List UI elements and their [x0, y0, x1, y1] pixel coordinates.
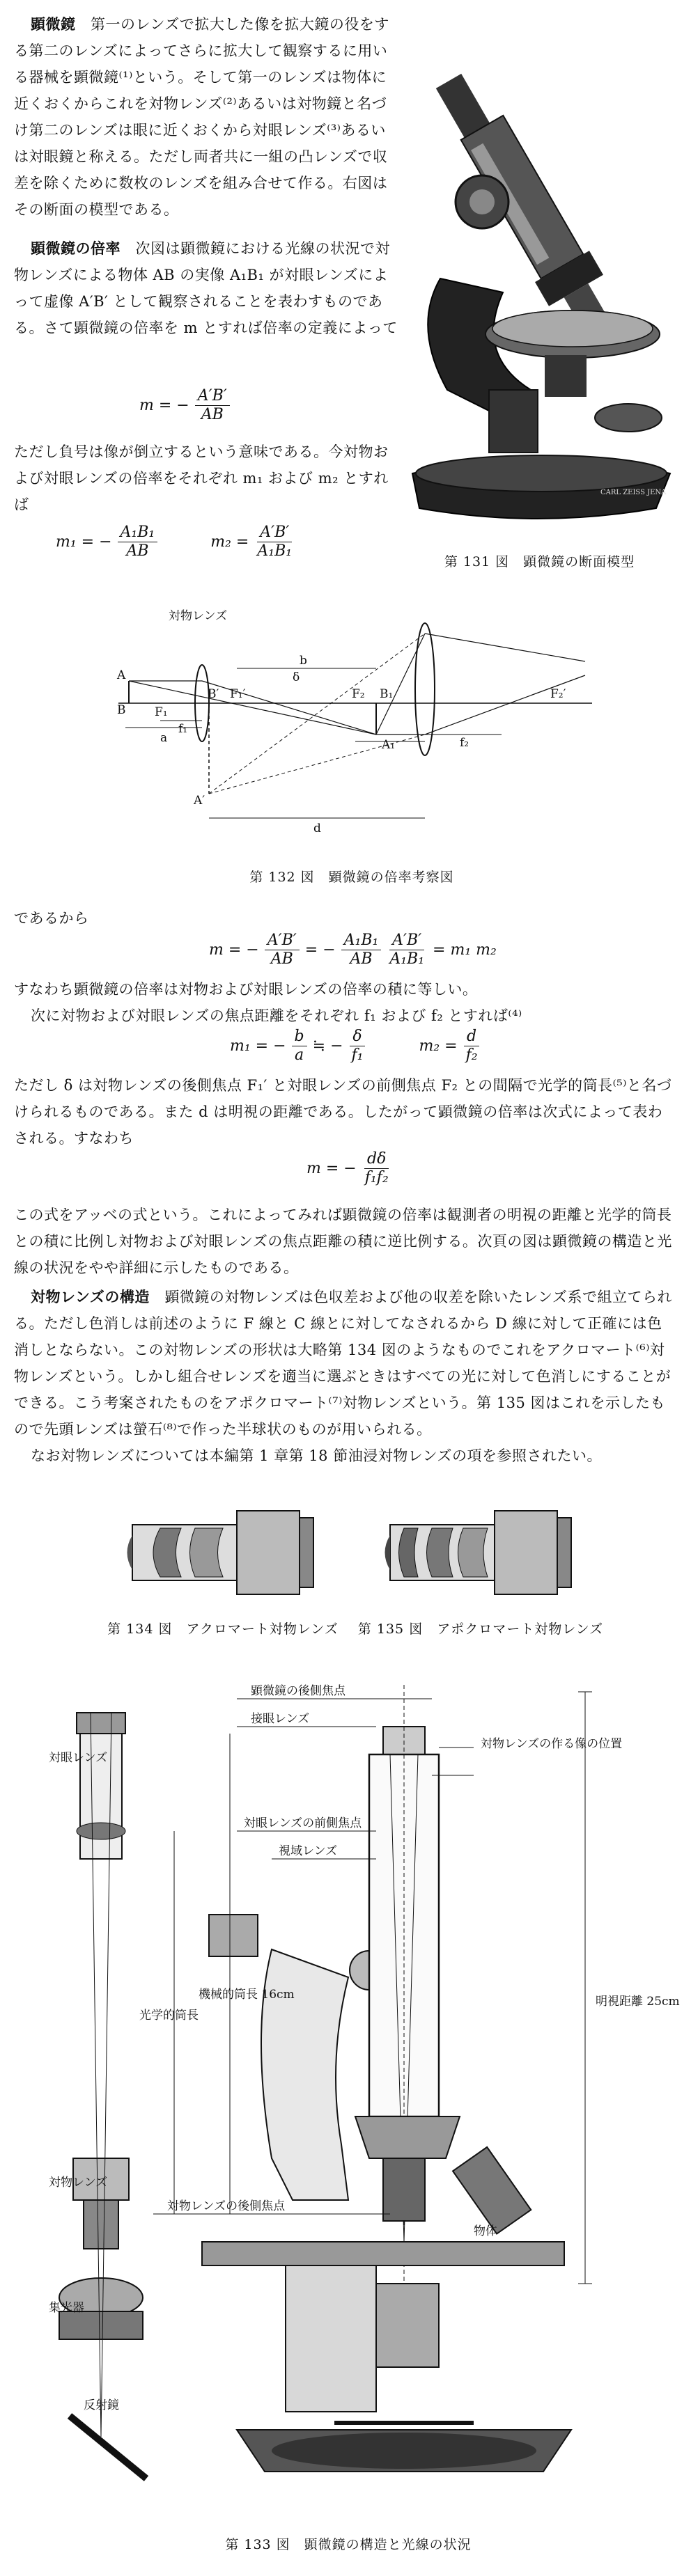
text-product: [14, 976, 677, 1029]
label-rear-focus: 顕微鏡の後側焦点: [251, 1684, 346, 1698]
figure-135-apochromat: [376, 1497, 585, 1601]
label-field-lens: 視域レンズ: [279, 1844, 338, 1858]
heading-magnification: 顕微鏡の倍率: [31, 239, 121, 257]
label-A-prime: A′: [194, 794, 205, 808]
caption-figure-135: 第 135 図 アポクロマート対物レンズ: [357, 1621, 604, 1637]
caption-figure-132: 第 132 図 顕微鏡の倍率考察図: [249, 870, 454, 885]
equation-3: m = − $\frac{A'B'}{AB}$ = − $\frac{\text{A₁B₁}}{AB}$ $\frac{A'B'}{\text{A₁B₁}}$ = m₁ m₂: [209, 932, 497, 968]
figure-131-microscope: [398, 28, 681, 529]
label-f2: f₂: [460, 736, 469, 750]
paragraph-focal: 次に対物および対眼レンズの焦点距離をそれぞれ f₁ および f₂ とすれば⁽⁴⁾: [31, 1007, 522, 1024]
equation-4: m₁ = − $\frac{b}{a}$ ≒ − $\frac{\delta}{\text{f₁}}$ m₂ = $\frac{d}{\text{f₂}}$: [230, 1028, 481, 1065]
label-A1: A₁: [382, 738, 396, 752]
heading-objective: 対物レンズの構造: [31, 1288, 150, 1305]
label-F2: F₂: [352, 687, 365, 701]
section-microscope: [14, 11, 398, 223]
label-eyepiece-lens: 対眼レンズ: [49, 1751, 108, 1765]
figure-132-ray-diagram: [111, 592, 592, 856]
paragraph-microscope: [14, 11, 398, 223]
paragraph-oil-ref: なお対物レンズについては本編第 1 章第 18 節油浸対物レンズの項を参照されたい。: [31, 1447, 603, 1464]
label-B1: B₁: [380, 687, 394, 701]
label-B-prime: B′: [208, 687, 219, 701]
label-A: A: [117, 668, 126, 682]
label-mech-tube: 機械的筒長 16cm: [199, 1988, 295, 2002]
label-F1-prime: F₁′: [230, 687, 246, 701]
label-optical-tube: 光学的筒長: [139, 2009, 199, 2023]
label-b: b: [300, 654, 307, 668]
section-derivation: [14, 905, 677, 932]
text-optical-tube: [14, 1072, 677, 1152]
label-mirror: 反射鏡: [84, 2398, 119, 2412]
heading-microscope: 顕微鏡: [31, 15, 76, 33]
text-therefore: であるから: [14, 910, 89, 927]
label-f1: f₁: [178, 722, 188, 736]
label-objective-lens: 対物レンズ: [169, 609, 228, 623]
label-image-position: 対物レンズの作る像の位置: [481, 1737, 623, 1751]
label-d: d: [313, 822, 321, 835]
equation-1: m = − $\frac{A'B'}{AB}$: [139, 387, 230, 424]
text-microscope: 第一のレンズで拡大した像を拡大鏡の役をする第二のレンズによってさらに拡大して観察するに用いる器械を顕微鏡⁽¹⁾という。そして第一のレンズは物体に近くおくからこれを対物レンズ⁽²⁾あるいは対物鏡と名づけ第二のレンズは眼に近くおくから対眼レンズ⁽³⁾あるいは対眼鏡と称える。ただし両者共に一組の凸レンズで収差を除くために数枚のレンズを組み合せて作る。右図はその断面の模型である。: [14, 16, 389, 218]
figure-134-achromat: [118, 1497, 327, 1601]
label-condenser: 集光器: [49, 2301, 84, 2315]
text-sign-note: [14, 439, 398, 518]
figure-133-structure: [42, 1671, 680, 2527]
paragraph-sign-note: ただし負号は像が倒立するという意味である。今対物および対眼レンズの倍率をそれぞれ m₁ および m₂ とすれば: [14, 443, 389, 513]
text-magnification: 次図は顕微鏡における光線の状況で対物レンズによる物体 AB の実像 A₁B₁ が対眼レンズによって虚像 A′B′ として観察されることを表わすものである。さて顕微鏡の倍率を m とすれば倍率の定義によって: [14, 240, 398, 336]
caption-figure-133: 第 133 図 顕微鏡の構造と光線の状況: [225, 2537, 472, 2552]
section-objective: [14, 1284, 677, 1469]
caption-figure-131: 第 131 図 顕微鏡の断面模型: [444, 554, 635, 570]
label-F2-prime: F₂′: [550, 687, 566, 701]
paragraph-optical-tube: ただし δ は対物レンズの後側焦点 F₁′ と対眼レンズの前側焦点 F₂ との間隔で光学的筒長⁽⁵⁾と名づけられるものである。また d は明視の距離である。したがって顕微鏡の倍率は次式によって表わされる。すなわち: [14, 1077, 672, 1147]
section-magnification: [14, 235, 398, 341]
equation-5: m = − $\frac{d\delta}{\text{f₁f₂}}$: [306, 1150, 389, 1186]
paragraph-magnification: [14, 235, 398, 341]
paragraph-product: すなわち顕微鏡の倍率は対物および対眼レンズの倍率の積に等しい。: [14, 981, 478, 998]
caption-figure-134: 第 134 図 アクロマート対物レンズ: [107, 1621, 339, 1637]
label-B: B: [117, 703, 126, 717]
label-F1: F₁: [155, 705, 168, 719]
equation-2: m₁ = − $\frac{\text{A₁B₁}}{AB}$ m₂ = $\frac{A'B'}{\text{A₁B₁}}$: [56, 524, 293, 560]
label-front-focus: 対眼レンズの前側焦点: [244, 1816, 362, 1830]
paragraph-objective: [14, 1284, 677, 1443]
label-delta: δ: [293, 670, 300, 684]
label-distinct-vision: 明視距離 25cm: [596, 1995, 680, 2009]
paragraph-abbe: この式をアッベの式という。これによってみれば顕微鏡の倍率は観測者の明視の距離と光学的筒長との積に比例し対物および対眼レンズの焦点距離の積に逆比例する。次頁の図は顕微鏡の構造と光線の状況をやや詳細に示したものである。: [14, 1207, 672, 1276]
label-eye-lens: 接眼レンズ: [251, 1712, 310, 1726]
svg-text:CARL ZEISS JENA: CARL ZEISS JENA: [600, 489, 667, 496]
label-a: a: [160, 731, 168, 745]
label-object: 物体: [474, 2224, 497, 2238]
label-objective: 対物レンズ: [49, 2176, 108, 2190]
text-objective: 顕微鏡の対物レンズは色収差および他の収差を除いたレンズ系で組立てられる。ただし色消しは前述のように F 線と C 線とに対してなされるから D 線に対して正確には色消しとならない。この対物レンズの形状は大略第 134 図のようなものでこれをアクロマート⁽⁶⁾対物レンズという。しかし組合せレンズを適当に選ぶときはすべての光に対して色消しにすることができる。こう考案されたものをアポクロマート⁽⁷⁾対物レンズという。第 135 図はこれを示したもので先頭レンズは螢石⁽⁸⁾で作った半球状のものが用いられる。: [14, 1289, 673, 1438]
text-abbe: [14, 1202, 677, 1281]
label-obj-rear-focus: 対物レンズの後側焦点: [167, 2199, 286, 2213]
